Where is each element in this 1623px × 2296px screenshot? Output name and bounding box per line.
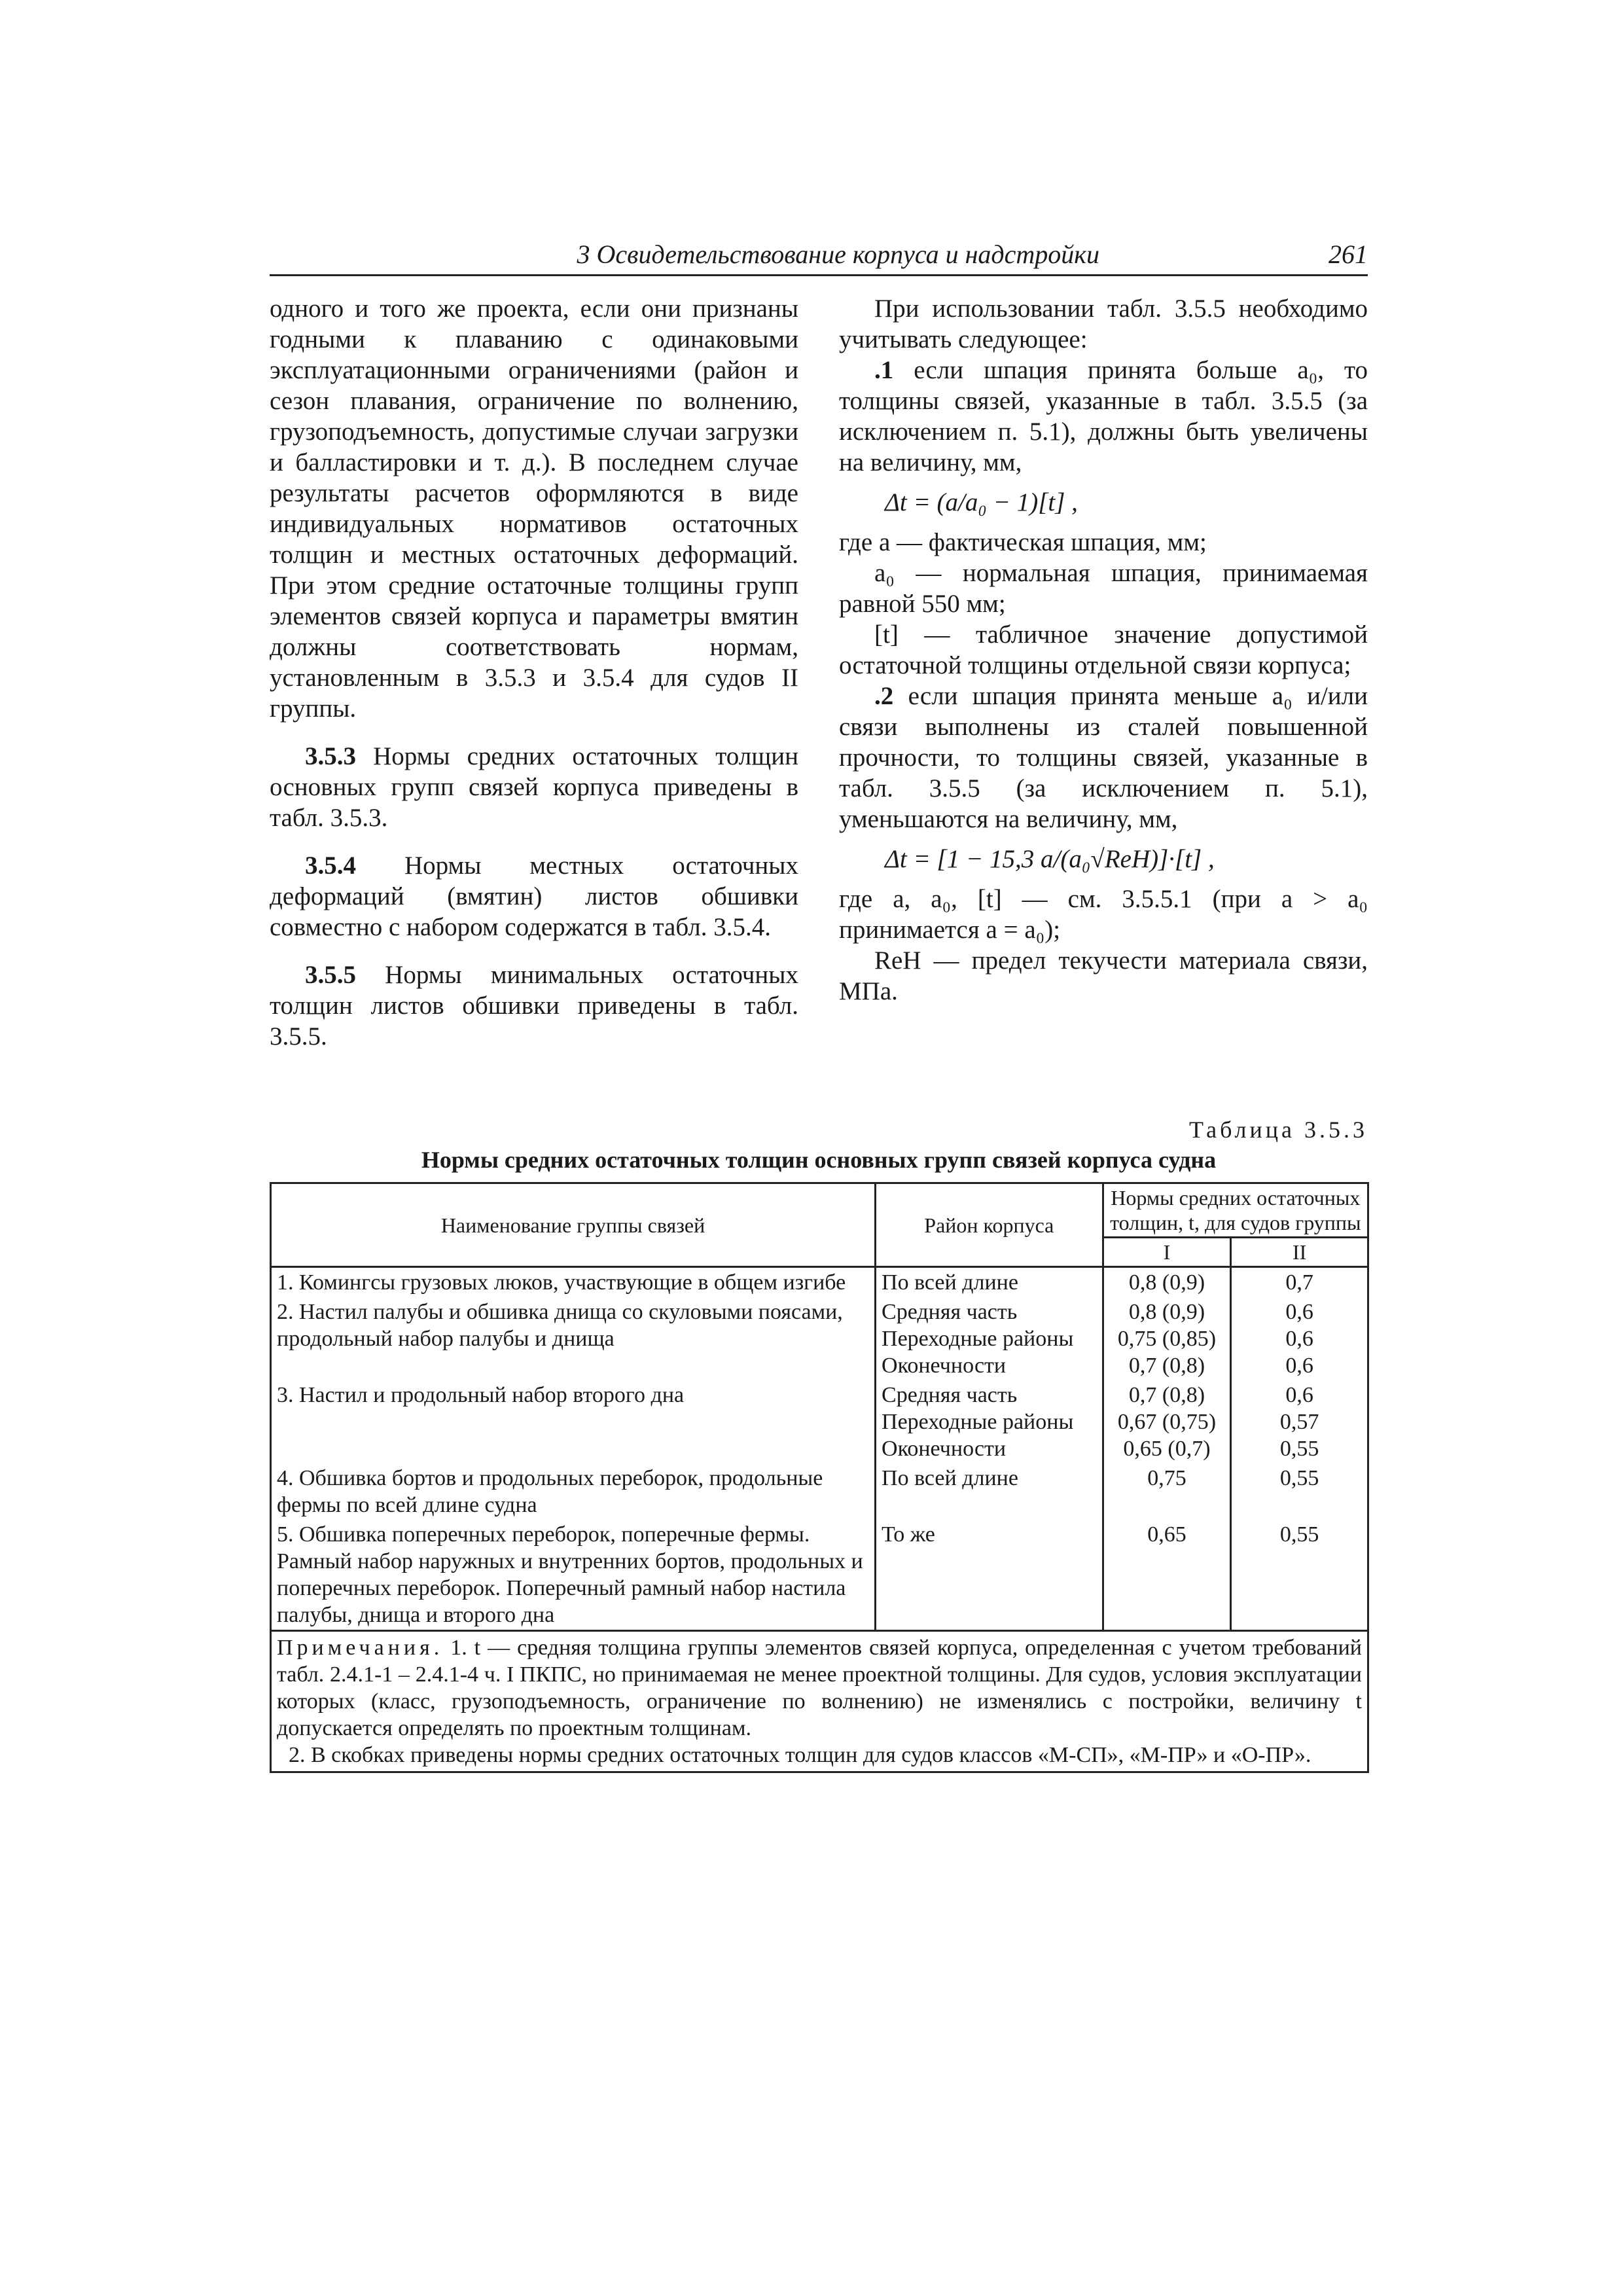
table-title: Нормы средних остаточных толщин основных групп связей корпуса судна bbox=[421, 1147, 1217, 1173]
norm-group-1: 0,8 (0,9) bbox=[1103, 1267, 1231, 1298]
page-number: 261 bbox=[1329, 240, 1368, 269]
group-name: 5. Обшивка поперечных переборок, поперечные фермы. Рамный набор наружных и внутренних бортов, продольных и поперечных переборок. Поперечный рамный набор настила палубы, днища и второго дна bbox=[271, 1520, 876, 1631]
group-name: 1. Комингсы грузовых люков, участвующие в общем изгибе bbox=[271, 1267, 876, 1298]
hull-region: Средняя часть Переходные районы Оконечности bbox=[876, 1297, 1103, 1380]
norm-group-2: 0,55 bbox=[1231, 1463, 1368, 1520]
item-1 bbox=[839, 355, 1368, 478]
definition-a: где a — фактическая шпация, мм; bbox=[839, 528, 1207, 556]
hull-region: Средняя часть Переходные районы Оконечности bbox=[876, 1380, 1103, 1463]
norm-group-2: 0,6 0,6 0,6 bbox=[1231, 1297, 1368, 1380]
table-row bbox=[271, 1463, 1368, 1520]
group-name: 2. Настил палубы и обшивка днища со скуловыми поясами, продольный набор палубы и днища bbox=[271, 1297, 876, 1380]
chapter-title: 3 Освидетельствование корпуса и надстройки bbox=[577, 240, 1099, 269]
header-group-1: I bbox=[1103, 1238, 1231, 1267]
section-text: Нормы местных остаточных деформаций (вмятин) листов обшивки совместно с набором содержатся в табл. 3.5.4. bbox=[270, 852, 798, 941]
table-row bbox=[271, 1520, 1368, 1631]
table-row bbox=[271, 1297, 1368, 1380]
definition-a0: a₀ — нормальная шпация, принимаемая равной 550 мм; bbox=[839, 559, 1368, 618]
hull-region: То же bbox=[876, 1520, 1103, 1631]
intro-paragraph: При использовании табл. 3.5.5 необходимо учитывать следующее: bbox=[839, 295, 1368, 353]
item-text: если шпация принята меньше a₀ и/или связи выполнены из сталей повышенной прочности, то толщины связей, указанные в табл. 3.5.5 (за исключением п. 5.1), уменьшаются на величину, мм, bbox=[839, 682, 1368, 833]
group-name: 3. Настил и продольный набор второго дна bbox=[271, 1380, 876, 1463]
note-1-text: 1. t — средняя толщина группы элементов связей корпуса, определенная с учетом требований табл. 2.4.1-1 – 2.4.1-4 ч. I ПКПС, но принимаемая не менее проектной толщины. Для судов, условия эксплуатации которых (класс, грузоподъемность, ограничение по волнению) не изменялись с постройки, величину t допускается определять по проектным толщинам. bbox=[277, 1636, 1362, 1740]
section-3-5-3 bbox=[270, 741, 798, 833]
section-3-5-5 bbox=[270, 960, 798, 1052]
note-1 bbox=[277, 1634, 1362, 1742]
norm-group-2: 0,6 0,57 0,55 bbox=[1231, 1380, 1368, 1463]
definition-t: [t] — табличное значение допустимой остаточной толщины отдельной связи корпуса; bbox=[839, 620, 1368, 679]
hull-region: По всей длине bbox=[876, 1267, 1103, 1298]
table-number: Таблица 3.5.3 bbox=[1189, 1117, 1368, 1143]
formula-decrease: Δt = [1 − 15,3 a/(a₀√RеН)]·[t] , bbox=[885, 845, 1215, 873]
definition-reh: RеН — предел текучести материала связи, МПа. bbox=[839, 946, 1368, 1005]
header-group-name: Наименование группы связей bbox=[271, 1183, 876, 1267]
section-number: 3.5.4 bbox=[305, 852, 356, 880]
item-text: если шпация принята больше a₀, то толщины связей, указанные в табл. 3.5.5 (за исключением п. 5.1), должны быть увеличены на величину, мм, bbox=[839, 356, 1368, 476]
item-number: .2 bbox=[874, 682, 894, 710]
definition-reference: где a, a₀, [t] — см. 3.5.5.1 (при a > a₀ принимается a = a₀); bbox=[839, 885, 1368, 944]
item-2 bbox=[839, 681, 1368, 834]
norm-group-2: 0,55 bbox=[1231, 1520, 1368, 1631]
group-name: 4. Обшивка бортов и продольных переборок, продольные фермы по всей длине судна bbox=[271, 1463, 876, 1520]
header-norms: Нормы средних остаточных толщин, t, для судов группы bbox=[1103, 1183, 1368, 1238]
item-number: .1 bbox=[874, 356, 894, 384]
norm-group-1: 0,8 (0,9) 0,75 (0,85) 0,7 (0,8) bbox=[1103, 1297, 1231, 1380]
norm-group-1: 0,75 bbox=[1103, 1463, 1231, 1520]
running-header bbox=[270, 238, 1368, 276]
paragraph-continuation: одного и того же проекта, если они признаны годными к плаванию с одинаковыми эксплуатационными ограничениями (район и сезон плавания, ограничение по волнению, грузоподъемность, допустимые случаи загрузки и балластировки и т. д.). В последнем случае результаты расчетов оформляются в виде индивидуальных нормативов остаточных толщин и местных остаточных деформаций. При этом средние остаточные толщины групп элементов связей корпуса и параметры вмятин должны соответствовать нормам, установленным в 3.5.3 и 3.5.4 для судов II группы. bbox=[270, 295, 798, 723]
section-text: Нормы средних остаточных толщин основных групп связей корпуса приведены в табл. 3.5.3. bbox=[270, 742, 798, 832]
formula-increase: Δt = (a/a₀ − 1)[t] , bbox=[885, 488, 1078, 516]
norms-table bbox=[270, 1182, 1369, 1773]
left-column bbox=[270, 293, 798, 1052]
right-column bbox=[839, 293, 1368, 1007]
table-row bbox=[271, 1380, 1368, 1463]
hull-region: По всей длине bbox=[876, 1463, 1103, 1520]
table-notes bbox=[271, 1631, 1368, 1772]
header-hull-region: Район корпуса bbox=[876, 1183, 1103, 1267]
norm-group-1: 0,7 (0,8) 0,67 (0,75) 0,65 (0,7) bbox=[1103, 1380, 1231, 1463]
section-number: 3.5.5 bbox=[305, 961, 356, 989]
table-notes-row bbox=[271, 1631, 1368, 1772]
norm-group-1: 0,65 bbox=[1103, 1520, 1231, 1631]
notes-label: Примечания. bbox=[277, 1636, 444, 1660]
section-number: 3.5.3 bbox=[305, 742, 356, 770]
norm-group-2: 0,7 bbox=[1231, 1267, 1368, 1298]
note-2: 2. В скобках приведены нормы средних остаточных толщин для судов классов «М-СП», «М-ПР» и «О-ПР». bbox=[289, 1743, 1311, 1767]
header-group-2: II bbox=[1231, 1238, 1368, 1267]
section-text: Нормы минимальных остаточных толщин листов обшивки приведены в табл. 3.5.5. bbox=[270, 961, 798, 1050]
table-row bbox=[271, 1267, 1368, 1298]
section-3-5-4 bbox=[270, 850, 798, 942]
